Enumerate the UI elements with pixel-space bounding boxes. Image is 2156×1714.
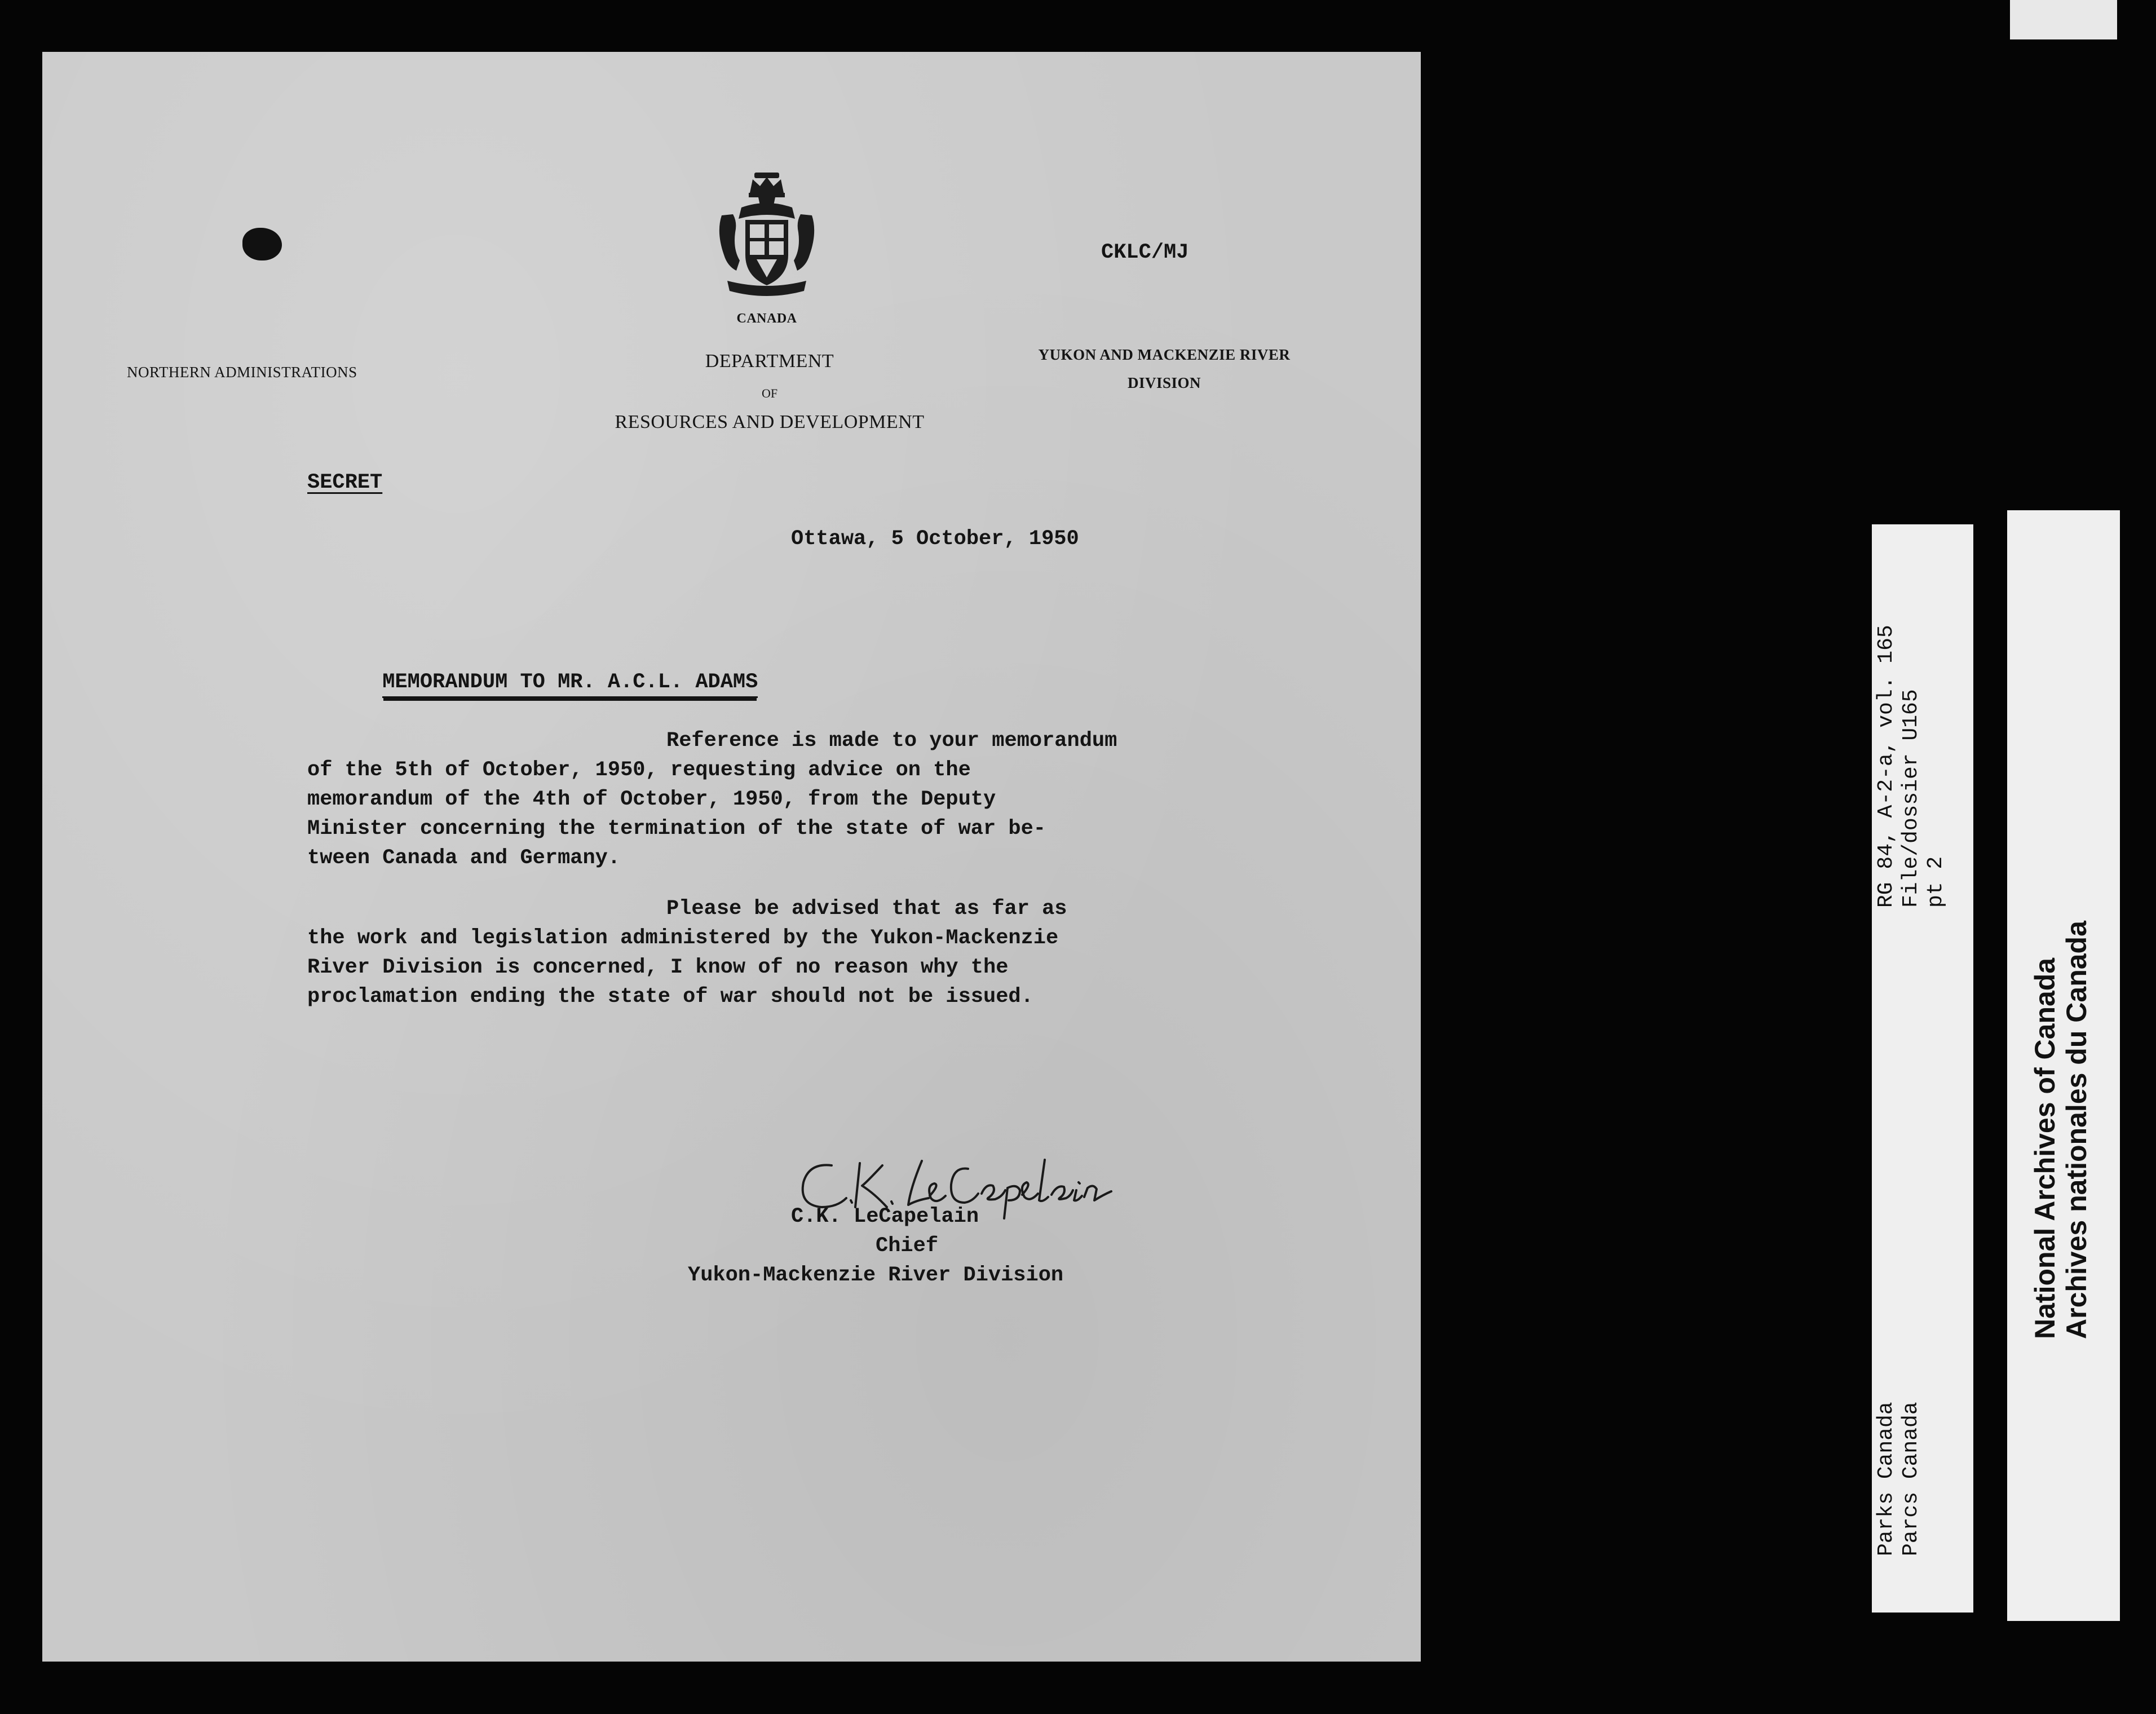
body-line: of the 5th of October, 1950, requesting advice on the (307, 758, 971, 782)
body-line: memorandum of the 4th of October, 1950, from the Deputy (307, 788, 996, 811)
archive-reference-strip (1872, 524, 1973, 1613)
right-branch-heading-line2: DIVISION (1127, 374, 1201, 391)
memo-subject-text: MEMORANDUM TO MR. A.C.L. ADAMS (382, 670, 758, 698)
classification-mark: SECRET (307, 471, 383, 494)
punch-hole (242, 228, 282, 260)
film-corner-mark (2010, 0, 2117, 39)
institution-name-en: National Archives of Canada (2029, 957, 2061, 1339)
department-of: OF (761, 386, 778, 400)
place-and-date: Ottawa, 5 October, 1950 (791, 527, 1079, 551)
right-branch-heading-line1: YUKON AND MACKENZIE RIVER (1038, 346, 1291, 363)
body-line: the work and legislation administered by the Yukon-Mackenzie (307, 926, 1059, 950)
memo-page (42, 52, 1421, 1662)
body-line: Minister concerning the termination of the state of war be- (307, 817, 1046, 841)
signatory-title: Chief (876, 1234, 939, 1258)
body-line: Please be advised that as far as (666, 897, 1067, 921)
signatory-division: Yukon-Mackenzie River Division (688, 1264, 1064, 1287)
body-line: River Division is concerned, I know of no reason why the (307, 956, 1009, 979)
body-line: tween Canada and Germany. (307, 846, 621, 870)
body-line: proclamation ending the state of war should not be issued. (307, 985, 1033, 1009)
signatory-name: C.K. LeCapelain (791, 1205, 979, 1229)
institution-name-fr: Archives nationales du Canada (2061, 921, 2092, 1339)
reference-code: CKLC/MJ (1101, 241, 1189, 264)
department-name: RESOURCES AND DEVELOPMENT (615, 412, 925, 432)
memo-subject (307, 638, 758, 726)
archive-reference-line2: File/dossier U165 (1899, 689, 1923, 908)
archive-source-line1: Parks Canada (1874, 1402, 1898, 1556)
archive-reference-line3: pt 2 (1924, 856, 1948, 908)
archive-reference-line1: RG 84, A-2-a, vol. 165 (1874, 625, 1898, 908)
archive-source-line2: Parcs Canada (1899, 1402, 1923, 1556)
archive-institution-strip (2007, 510, 2120, 1621)
department-heading: DEPARTMENT (705, 351, 834, 372)
country-heading: CANADA (736, 311, 797, 326)
left-branch-heading: NORTHERN ADMINISTRATIONS (127, 364, 357, 381)
body-line: Reference is made to your memorandum (666, 729, 1117, 753)
coat-of-arms-icon (710, 170, 823, 306)
